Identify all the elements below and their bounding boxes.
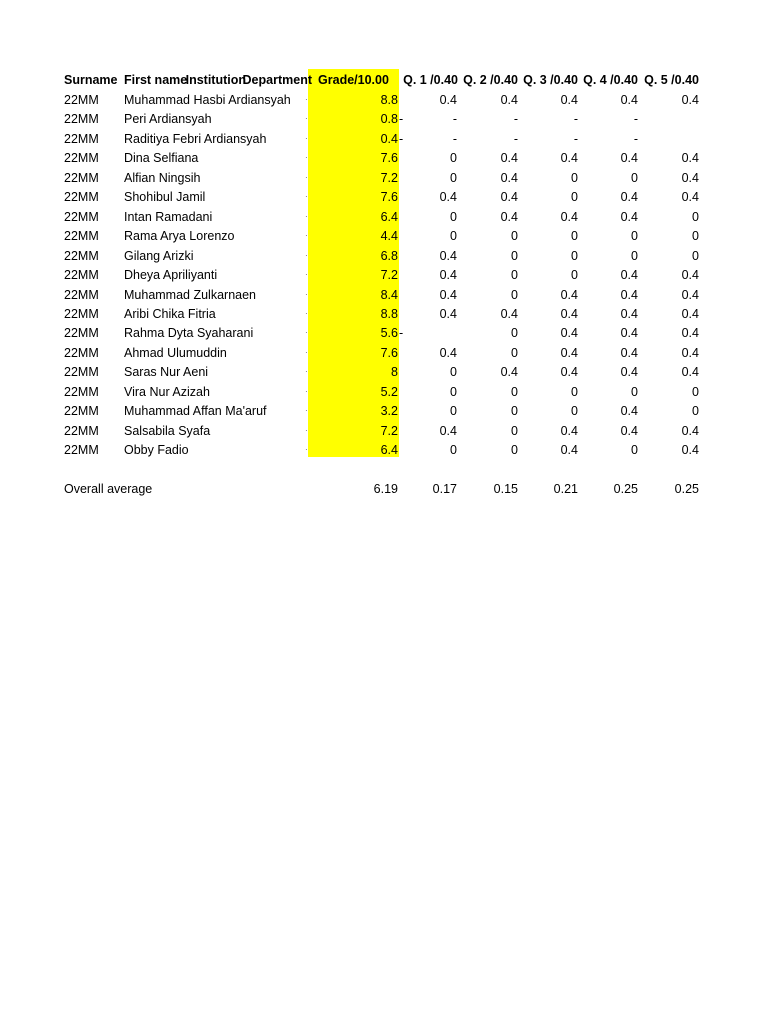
- q2-cell: 0: [511, 424, 518, 438]
- q3-cell: 0: [571, 249, 578, 263]
- q5-cell: [640, 112, 699, 126]
- q5-cell: 0.4: [681, 443, 699, 457]
- q1-cell: 0.4: [439, 268, 457, 282]
- q4-cell: -: [633, 132, 638, 146]
- first-name-cell: Dina Selfiana: [124, 151, 199, 165]
- surname-cell: 22MM: [64, 229, 99, 243]
- grade-cell: 5.2: [380, 385, 398, 399]
- header-q5: Q. 5 /0.40: [644, 73, 699, 87]
- cell-overflow-marker: ·: [305, 192, 308, 201]
- grade-cell: 7.2: [380, 171, 398, 185]
- q5-cell: 0: [692, 210, 699, 224]
- grade-cell: 7.2: [380, 268, 398, 282]
- overall-average-q1: 0.17: [432, 482, 457, 496]
- q1-cell: 0: [450, 210, 457, 224]
- header-q2: Q. 2 /0.40: [463, 73, 518, 87]
- grade-cell: 0.8: [380, 112, 398, 126]
- q3-cell: 0: [571, 404, 578, 418]
- q4-cell: 0: [631, 385, 638, 399]
- q1-cell: 0: [450, 171, 457, 185]
- q5-cell: [640, 132, 699, 146]
- q5-cell: 0.4: [681, 151, 699, 165]
- overall-average-q3: 0.21: [553, 482, 578, 496]
- q5-cell: 0: [692, 404, 699, 418]
- q3-cell: 0.4: [560, 326, 578, 340]
- cell-overflow-marker: ·: [305, 95, 308, 104]
- surname-cell: 22MM: [64, 151, 99, 165]
- surname-cell: 22MM: [64, 404, 99, 418]
- grade-cell: 3.2: [380, 404, 398, 418]
- q5-cell: 0.4: [681, 268, 699, 282]
- overall-average-label: Overall average: [64, 482, 153, 496]
- cell-overflow-marker: ·: [305, 309, 308, 318]
- header-department: Department: [242, 73, 312, 87]
- q2-cell: -: [513, 112, 518, 126]
- surname-cell: 22MM: [64, 443, 99, 457]
- first-name-cell: Muhammad Zulkarnaen: [124, 288, 257, 302]
- first-name-cell: Rama Arya Lorenzo: [124, 229, 235, 243]
- q1-cell: 0.4: [439, 190, 457, 204]
- q5-cell: 0.4: [681, 346, 699, 360]
- q3-cell: 0: [571, 190, 578, 204]
- q2-cell: 0: [511, 443, 518, 457]
- grade-cell: 7.2: [380, 424, 398, 438]
- q3-cell: 0.4: [560, 443, 578, 457]
- first-name-cell: Raditiya Febri Ardiansyah: [124, 132, 267, 146]
- grade-cell: 8: [391, 365, 398, 379]
- q3-cell: 0: [571, 229, 578, 243]
- first-name-cell: Vira Nur Azizah: [124, 385, 210, 399]
- overall-average-q2: 0.15: [493, 482, 518, 496]
- q2-cell: 0: [511, 268, 518, 282]
- first-name-cell: Obby Fadio: [124, 443, 189, 457]
- first-name-cell: Muhammad Hasbi Ardiansyah: [124, 93, 291, 107]
- surname-cell: 22MM: [64, 93, 99, 107]
- q4-cell: 0.4: [620, 424, 638, 438]
- q4-cell: 0.4: [620, 307, 638, 321]
- header-grade: Grade/10.00: [318, 73, 389, 87]
- q4-cell: 0.4: [620, 151, 638, 165]
- first-name-cell: Intan Ramadani: [124, 210, 213, 224]
- cell-overflow-marker: ·: [305, 212, 308, 221]
- q4-cell: 0: [631, 171, 638, 185]
- grade-cell: 7.6: [380, 190, 398, 204]
- q3-cell: -: [573, 132, 578, 146]
- q3-cell: 0.4: [560, 365, 578, 379]
- first-name-cell: Alfian Ningsih: [124, 171, 201, 185]
- surname-cell: 22MM: [64, 249, 99, 263]
- surname-cell: 22MM: [64, 326, 99, 340]
- grade-cell: 8.4: [380, 288, 398, 302]
- q1-cell: 0: [450, 229, 457, 243]
- surname-cell: 22MM: [64, 268, 99, 282]
- overall-average-q4: 0.25: [613, 482, 638, 496]
- q4-cell: 0.4: [620, 93, 638, 107]
- q2-cell: 0.4: [500, 151, 518, 165]
- q4-cell: 0.4: [620, 210, 638, 224]
- surname-cell: 22MM: [64, 346, 99, 360]
- q5-cell: 0.4: [681, 365, 699, 379]
- surname-cell: 22MM: [64, 424, 99, 438]
- cell-overflow-marker: ·: [305, 270, 308, 279]
- first-name-cell: Rahma Dyta Syaharani: [124, 326, 254, 340]
- cell-overflow-marker: ·: [305, 290, 308, 299]
- q3-cell: 0.4: [560, 424, 578, 438]
- surname-cell: 22MM: [64, 190, 99, 204]
- q1-cell: -: [452, 132, 457, 146]
- q1-cell: [400, 326, 457, 340]
- cell-overflow-marker: ·: [305, 406, 308, 415]
- q2-cell: 0: [511, 326, 518, 340]
- overall-average-q5: 0.25: [674, 482, 699, 496]
- surname-cell: 22MM: [64, 132, 99, 146]
- q3-cell: -: [573, 112, 578, 126]
- header-institution: Institution: [185, 73, 246, 87]
- surname-cell: 22MM: [64, 171, 99, 185]
- q2-cell: 0: [511, 249, 518, 263]
- q5-cell: 0: [692, 229, 699, 243]
- q5-cell: 0.4: [681, 326, 699, 340]
- q1-cell: 0.4: [439, 288, 457, 302]
- q3-cell: 0.4: [560, 288, 578, 302]
- q4-cell: 0.4: [620, 404, 638, 418]
- surname-cell: 22MM: [64, 112, 99, 126]
- q2-cell: 0: [511, 385, 518, 399]
- first-name-cell: Peri Ardiansyah: [124, 112, 212, 126]
- grade-cell: 7.6: [380, 151, 398, 165]
- q2-cell: 0: [511, 229, 518, 243]
- q3-cell: 0.4: [560, 210, 578, 224]
- grade-note-cell: -: [399, 112, 404, 126]
- first-name-cell: Salsabila Syafa: [124, 424, 211, 438]
- overall-average-grade: 6.19: [373, 482, 398, 496]
- q3-cell: 0.4: [560, 346, 578, 360]
- q2-cell: 0.4: [500, 93, 518, 107]
- q2-cell: 0: [511, 404, 518, 418]
- header-q3: Q. 3 /0.40: [523, 73, 578, 87]
- grade-cell: 0.4: [380, 132, 398, 146]
- cell-overflow-marker: ·: [305, 445, 308, 454]
- q5-cell: 0.4: [681, 171, 699, 185]
- cell-overflow-marker: ·: [305, 114, 308, 123]
- q2-cell: 0: [511, 346, 518, 360]
- surname-cell: 22MM: [64, 365, 99, 379]
- q3-cell: 0: [571, 385, 578, 399]
- q5-cell: 0.4: [681, 288, 699, 302]
- q4-cell: 0.4: [620, 190, 638, 204]
- grade-cell: 5.6: [380, 326, 398, 340]
- q1-cell: -: [452, 112, 457, 126]
- grade-cell: 8.8: [380, 307, 398, 321]
- q4-cell: 0.4: [620, 365, 638, 379]
- cell-overflow-marker: ·: [305, 251, 308, 260]
- q1-cell: 0.4: [439, 346, 457, 360]
- first-name-cell: Dheya Apriliyanti: [124, 268, 218, 282]
- cell-overflow-marker: ·: [305, 134, 308, 143]
- cell-overflow-marker: ·: [305, 173, 308, 182]
- q1-cell: 0.4: [439, 93, 457, 107]
- grade-note-cell: -: [399, 326, 404, 340]
- q2-cell: 0.4: [500, 365, 518, 379]
- grade-cell: 7.6: [380, 346, 398, 360]
- q4-cell: 0.4: [620, 268, 638, 282]
- surname-cell: 22MM: [64, 307, 99, 321]
- q1-cell: 0.4: [439, 424, 457, 438]
- q1-cell: 0: [450, 443, 457, 457]
- q2-cell: 0.4: [500, 171, 518, 185]
- q3-cell: 0.4: [560, 151, 578, 165]
- q1-cell: 0: [450, 404, 457, 418]
- q1-cell: 0.4: [439, 307, 457, 321]
- q4-cell: 0.4: [620, 288, 638, 302]
- cell-overflow-marker: ·: [305, 426, 308, 435]
- q2-cell: 0: [511, 288, 518, 302]
- q1-cell: 0: [450, 385, 457, 399]
- cell-overflow-marker: ·: [305, 328, 308, 337]
- q5-cell: 0.4: [681, 93, 699, 107]
- q4-cell: 0: [631, 229, 638, 243]
- header-q4: Q. 4 /0.40: [583, 73, 638, 87]
- q2-cell: 0.4: [500, 307, 518, 321]
- q5-cell: 0.4: [681, 190, 699, 204]
- grade-cell: 4.4: [380, 229, 398, 243]
- first-name-cell: Shohibul Jamil: [124, 190, 206, 204]
- first-name-cell: Aribi Chika Fitria: [124, 307, 216, 321]
- q1-cell: 0.4: [439, 249, 457, 263]
- q2-cell: 0.4: [500, 210, 518, 224]
- header-surname: Surname: [64, 73, 118, 87]
- first-name-cell: Muhammad Affan Ma'aruf: [124, 404, 267, 418]
- q3-cell: 0: [571, 268, 578, 282]
- q4-cell: 0.4: [620, 346, 638, 360]
- cell-overflow-marker: ·: [305, 367, 308, 376]
- q3-cell: 0.4: [560, 307, 578, 321]
- q1-cell: 0: [450, 151, 457, 165]
- surname-cell: 22MM: [64, 385, 99, 399]
- q4-cell: -: [633, 112, 638, 126]
- q2-cell: -: [513, 132, 518, 146]
- grade-note-cell: -: [399, 132, 404, 146]
- cell-overflow-marker: ·: [305, 387, 308, 396]
- q5-cell: 0: [692, 249, 699, 263]
- first-name-cell: Saras Nur Aeni: [124, 365, 209, 379]
- q3-cell: 0: [571, 171, 578, 185]
- surname-cell: 22MM: [64, 288, 99, 302]
- q4-cell: 0: [631, 443, 638, 457]
- q5-cell: 0.4: [681, 424, 699, 438]
- q3-cell: 0.4: [560, 93, 578, 107]
- q2-cell: 0.4: [500, 190, 518, 204]
- cell-overflow-marker: ·: [305, 153, 308, 162]
- header-first-name: First name: [124, 73, 188, 87]
- first-name-cell: Ahmad Ulumuddin: [124, 346, 227, 360]
- cell-overflow-marker: ·: [305, 348, 308, 357]
- header-q1: Q. 1 /0.40: [403, 73, 458, 87]
- grade-cell: 8.8: [380, 93, 398, 107]
- q5-cell: 0.4: [681, 307, 699, 321]
- grade-cell: 6.4: [380, 210, 398, 224]
- q4-cell: 0.4: [620, 326, 638, 340]
- q4-cell: 0: [631, 249, 638, 263]
- grade-cell: 6.4: [380, 443, 398, 457]
- q1-cell: 0: [450, 365, 457, 379]
- first-name-cell: Gilang Arizki: [124, 249, 194, 263]
- cell-overflow-marker: ·: [305, 231, 308, 240]
- grade-cell: 6.8: [380, 249, 398, 263]
- q5-cell: 0: [692, 385, 699, 399]
- surname-cell: 22MM: [64, 210, 99, 224]
